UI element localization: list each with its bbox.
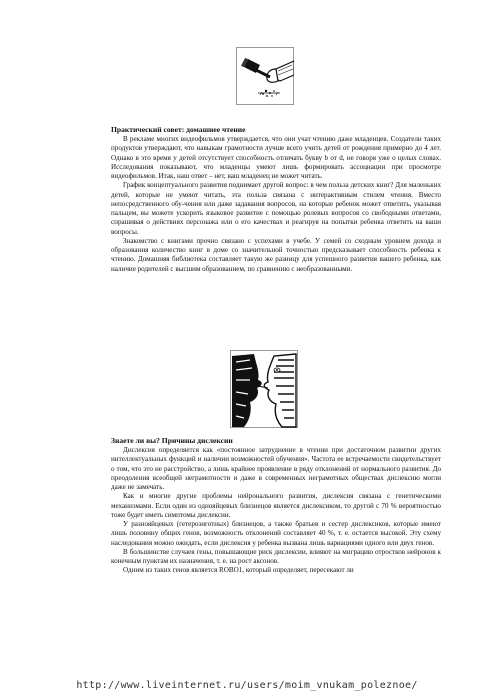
paragraph: У разнояйцевых (гетерозиготных) близнецов, а также братьев и сестер дислексиков, которые имеют лишь половину общих генов, возможность отклонений составляет 40 %, т. е. остается высокой. Эту схему наследования можно ожидать, если дислексия у ребенка вызвана лишь вариациями одного или двух генов.: [111, 520, 441, 547]
section-home-reading: [111, 125, 441, 274]
paragraph: График концептуального развития поднимает другой вопрос: в чем польза детских книг? Для маленьких детей, которые не умеют читать, эта польза связана с интерактивным стилем чтения. Вместо непосредственного обу-чения или даже задавания вопросов, на которые ребенок может ответить, указывая пальцем, вы можете ускорить языковое развитие с помощью ролевых вопросов со свободными ответами, спрашивая о действиях персонажа или о его качествах и реагируя на попытки ребенка ответить на ваши вопросы.: [111, 181, 441, 236]
source-url[interactable]: http://www.liveinternet.ru/users/moim_vnukam_poleznoe/: [76, 680, 418, 691]
section-dyslexia: [111, 436, 441, 576]
two-faces-icon: [230, 350, 298, 428]
paragraph: Одним из таких генов является ROBO1, который определяет, пересекают ли: [123, 566, 354, 575]
section-heading: Знаете ли вы? Причины дислексии: [111, 436, 233, 445]
paragraph: В большинстве случаев гены, повышающие риск дислексии, влияют на миграцию отростков нейронов к конечным пунктам их назначения, т. е. на рост аксонов.: [111, 547, 441, 565]
paragraph: Дислексия определяется как «постоянное затруднение в чтении при достаточном развитии других интеллектуальных функций и наличии возможностей обучения». Частота ее встречаемости свидетельствует о том, что это не расстройство, а лишь крайнее проявление в ряду отклонений от нормального развития. До преодоления всеобщей неграмотности и даже в современных неграмотных обществах дислексию могли даже не замечать.: [111, 446, 441, 491]
paragraph: Как и многие другие проблемы нейронального развития, дислексия связана с генетическими механизмами. Если один из однояйцевых близнецов является дислексиком, то другой с 70 % вероятностью тоже будет иметь симптомы дислексии.: [111, 492, 441, 519]
paragraph: Знакомство с книгами прочно связано с успехами в учебе. У семей со сходным уровнем дохода и образования количество книг в доме со значительной точностью предсказывает способность ребенка к чтению. Домашняя библиотека составляет такую же разницу для успешного развития вашего ребенка, как наличие родителей с высшим образованием, по сравнению с необразованными.: [111, 236, 441, 273]
section-heading: Практический совет: домашнее чтение: [111, 125, 246, 134]
paragraph: В рекламе многих видеофильмов утверждается, что они учат чтению даже младенцев. Создатели таких продуктов утверждают, что навыкам грамотности лучше всего учить детей от рождения примерно до 4 лет. Однако в это время у детей отсутствует способность отличать букву b от d, не говоря уже о целых словах. Исследования показывают, что младенцы умеют лишь формировать ассоциации при просмотре видеофильмов. Итак, наш ответ – нет, ваш младенец не может читать.: [111, 135, 441, 180]
hammer-hand-icon: [236, 47, 294, 105]
